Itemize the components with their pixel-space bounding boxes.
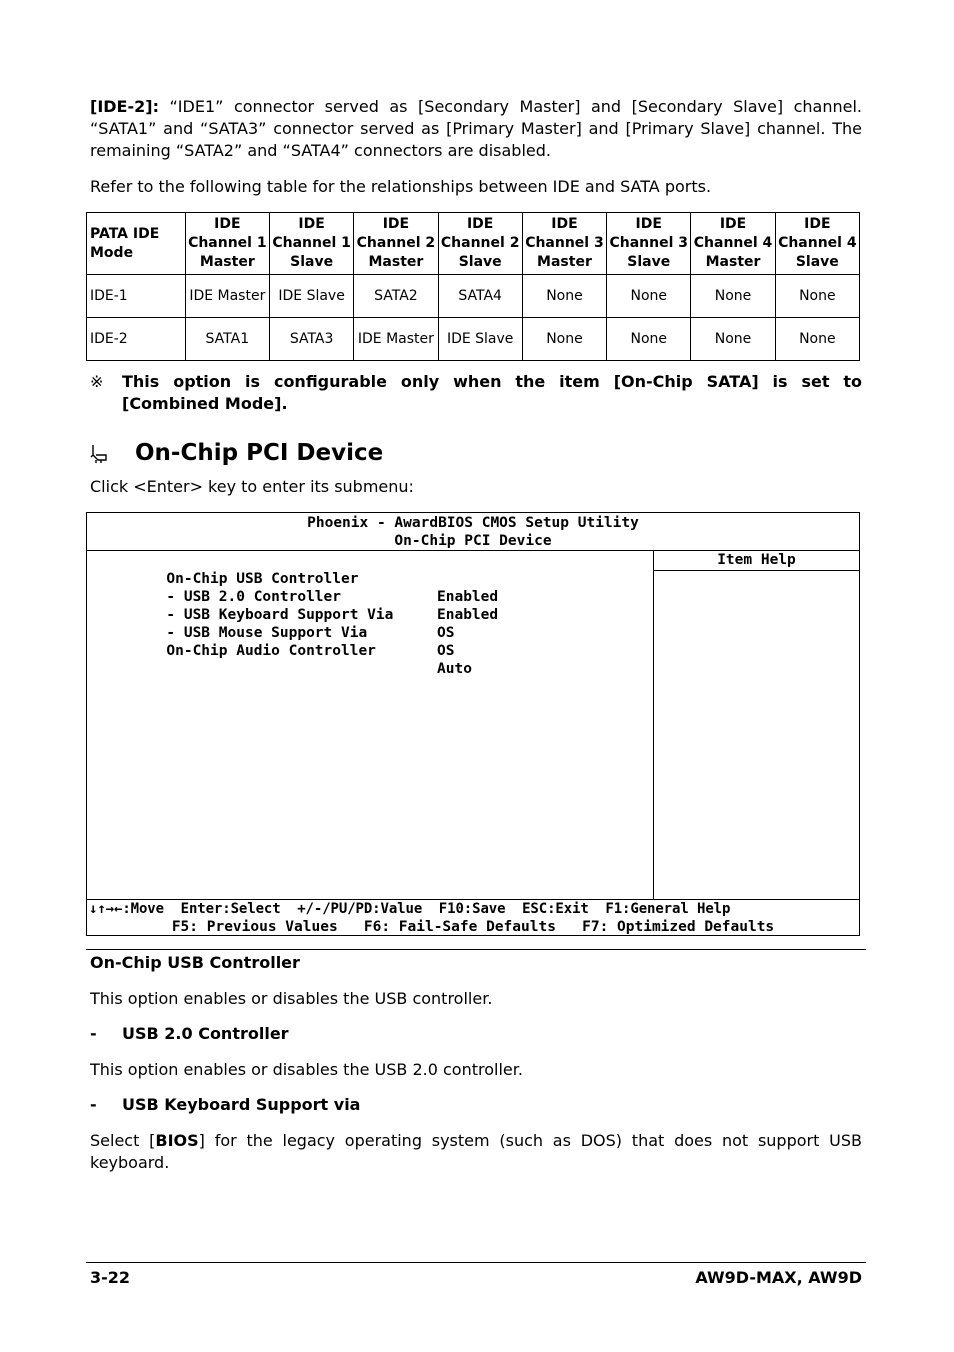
ide2-paragraph xyxy=(90,96,862,162)
table-cell: SATA4 xyxy=(438,275,522,318)
bios-item-label: On-Chip Audio Controller xyxy=(166,643,376,659)
footer-rule xyxy=(86,1262,866,1263)
bios-header xyxy=(87,513,859,550)
table-cell: None xyxy=(607,318,691,361)
bios-subtitle: On-Chip PCI Device xyxy=(394,533,552,549)
table-header: IDE Channel 1 Master xyxy=(185,213,269,275)
refer-text: Refer to the following table for the relationships between IDE and SATA ports. xyxy=(90,177,712,196)
table-cell: None xyxy=(691,275,775,318)
page-number: 3-22 xyxy=(90,1268,131,1287)
usb-controller-title: On-Chip USB Controller xyxy=(90,953,300,972)
bios-footer xyxy=(87,899,859,936)
bios-help-panel xyxy=(654,550,859,899)
usbkb-section xyxy=(90,1095,862,1117)
reference-mark-icon: ※ xyxy=(90,372,104,391)
divider xyxy=(86,949,866,950)
bios-title: Phoenix - AwardBIOS CMOS Setup Utility xyxy=(307,515,639,531)
bios-item-value: Auto xyxy=(437,661,472,677)
table-cell: None xyxy=(522,318,606,361)
table-header: IDE Channel 3 Master xyxy=(522,213,606,275)
usbkb-text-bold: BIOS xyxy=(155,1131,199,1150)
pointing-hand-icon xyxy=(90,443,110,470)
table-cell: SATA1 xyxy=(185,318,269,361)
table-cell: IDE Master xyxy=(185,275,269,318)
table-header: IDE Channel 1 Slave xyxy=(269,213,353,275)
usbkb-title: USB Keyboard Support via xyxy=(122,1095,361,1114)
section-title: On-Chip PCI Device xyxy=(135,440,384,466)
table-cell: None xyxy=(691,318,775,361)
table-cell: IDE Slave xyxy=(438,318,522,361)
table-header: IDE Channel 4 Master xyxy=(691,213,775,275)
dash: - xyxy=(90,1024,97,1043)
usb20-text: This option enables or disables the USB 2.0 controller. xyxy=(90,1060,523,1079)
bios-footer-keys: ↓↑→←:Move Enter:Select +/-/PU/PD:Value F10:Save ESC:Exit F1:General Help xyxy=(89,901,731,917)
usbkb-text-pre: Select [ xyxy=(90,1131,156,1150)
bios-item-value: OS xyxy=(437,643,455,659)
ide-sata-table xyxy=(86,212,860,361)
table-header: IDE Channel 3 Slave xyxy=(607,213,691,275)
bios-item-value: Enabled xyxy=(437,589,499,605)
ide2-label: [IDE-2]: xyxy=(90,97,159,116)
bios-footer-defaults: F5: Previous Values F6: Fail-Safe Defaults F7: Optimized Defaults xyxy=(171,919,775,935)
bios-screen xyxy=(86,512,860,936)
table-cell: None xyxy=(775,275,859,318)
model-name: AW9D-MAX, AW9D xyxy=(695,1268,862,1287)
ide2-text: “IDE1” connector served as [Secondary Master] and [Secondary Slave] channel. “SATA1” and “SATA3” connector served as [Primary Master] and [Primary Slave] channel. The remaining “SATA2” and “SATA4” connectors are disabled. xyxy=(90,97,862,160)
bios-item-label: - USB Mouse Support Via xyxy=(166,625,368,641)
table-cell: SATA2 xyxy=(354,275,438,318)
usbkb-text-post: ] for the legacy operating system (such as DOS) that does not support USB keyboard. xyxy=(90,1131,863,1172)
note-text: This option is configurable only when the item [On-Chip SATA] is set to [Combined Mode]. xyxy=(122,372,862,413)
table-cell: None xyxy=(522,275,606,318)
bios-item-value: OS xyxy=(437,625,455,641)
table-row xyxy=(87,318,860,361)
dash: - xyxy=(90,1095,97,1114)
bios-item-value: Enabled xyxy=(437,607,499,623)
table-header: IDE Channel 2 Master xyxy=(354,213,438,275)
usbkb-text xyxy=(90,1130,862,1174)
usb20-section xyxy=(90,1024,862,1046)
usb20-title: USB 2.0 Controller xyxy=(122,1024,289,1043)
table-cell: None xyxy=(607,275,691,318)
table-row xyxy=(87,275,860,318)
bios-item-label: On-Chip USB Controller xyxy=(166,571,359,587)
table-cell: IDE Master xyxy=(354,318,438,361)
table-cell: IDE Slave xyxy=(269,275,353,318)
table-header: IDE Channel 4 Slave xyxy=(775,213,859,275)
table-cell: IDE-1 xyxy=(87,275,186,318)
click-text: Click <Enter> key to enter its submenu: xyxy=(90,477,414,496)
table-cell: None xyxy=(775,318,859,361)
table-cell: SATA3 xyxy=(269,318,353,361)
bios-menu-panel xyxy=(87,550,654,899)
table-header: IDE Channel 2 Slave xyxy=(438,213,522,275)
config-note xyxy=(90,371,862,417)
usb-controller-text: This option enables or disables the USB controller. xyxy=(90,989,493,1008)
bios-item-label: - USB 2.0 Controller xyxy=(166,589,341,605)
table-cell: IDE-2 xyxy=(87,318,186,361)
table-header: PATA IDE Mode xyxy=(87,213,186,275)
bios-item-label: - USB Keyboard Support Via xyxy=(166,607,394,623)
table-header-row xyxy=(87,213,860,275)
item-help-title: Item Help xyxy=(654,551,859,571)
